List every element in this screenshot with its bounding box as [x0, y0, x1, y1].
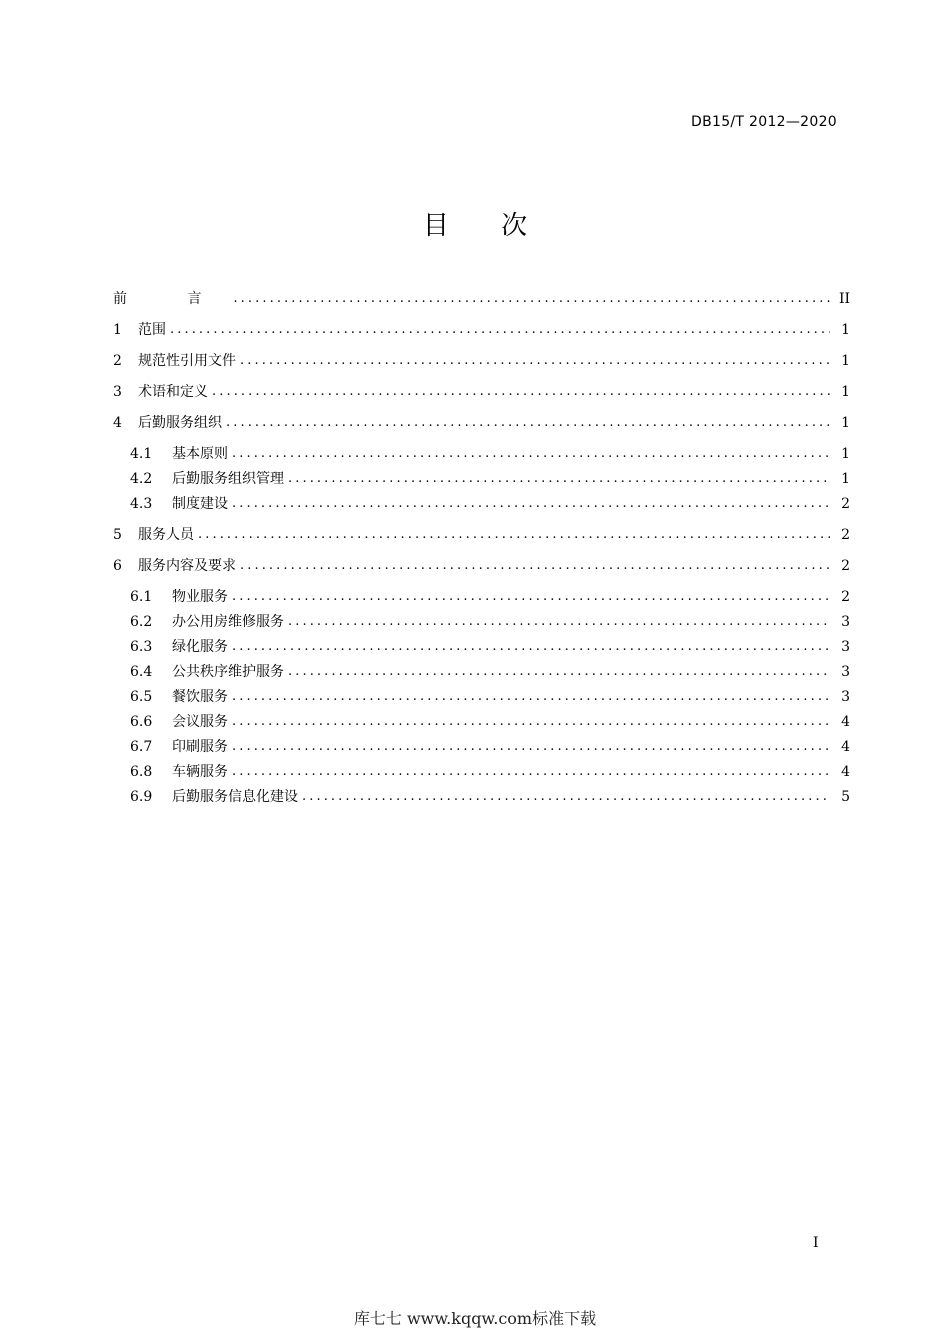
toc-entry-page: 1 [841, 446, 850, 462]
toc-entry-label: 车辆服务 [172, 764, 228, 780]
toc-entry-label: 服务内容及要求 [138, 558, 236, 574]
toc-entry-label: 物业服务 [172, 589, 228, 605]
toc-entry-page: II [838, 291, 850, 307]
toc-entry-label: 后勤服务组织 [138, 415, 222, 431]
toc-entry-page: 4 [841, 714, 850, 730]
leader-dots [302, 786, 830, 808]
toc-subentry[interactable] [130, 736, 850, 758]
toc-subentry[interactable] [130, 443, 850, 465]
toc-entry-number: 5 [113, 527, 122, 543]
toc-entry-number: 4.1 [130, 446, 153, 462]
toc-subentry[interactable] [130, 611, 850, 633]
leader-dots [232, 493, 830, 515]
toc-entry-page: 3 [841, 689, 850, 705]
toc-entry-number: 6.2 [130, 614, 153, 630]
toc-entry-number: 4 [113, 415, 122, 431]
toc-entry-number: 6.6 [130, 714, 153, 730]
toc-entry[interactable] [113, 555, 850, 577]
toc-entry-foreword[interactable] [113, 288, 850, 310]
toc-entry-label: 规范性引用文件 [138, 353, 236, 369]
toc-entry-label: 后勤服务组织管理 [172, 471, 284, 487]
leader-dots [240, 555, 830, 577]
leader-dots [288, 661, 830, 683]
toc-entry-number: 6 [113, 558, 122, 574]
toc-subentry[interactable] [130, 711, 850, 733]
toc-entry-page: 1 [841, 353, 850, 369]
toc-entry[interactable] [113, 350, 850, 372]
toc-entry-page: 4 [841, 764, 850, 780]
toc-entry-number: 6.5 [130, 689, 153, 705]
toc-entry-number: 6.1 [130, 589, 153, 605]
toc-entry-number: 3 [113, 384, 122, 400]
leader-dots [288, 611, 830, 633]
toc-entry-label: 服务人员 [138, 527, 194, 543]
toc-entry[interactable] [113, 524, 850, 546]
toc-entry-label: 公共秩序维护服务 [172, 664, 284, 680]
footer-watermark: 库七七 www.kqqw.com标准下载 [353, 1309, 597, 1328]
leader-dots [288, 468, 830, 490]
toc-entry-page: 3 [841, 664, 850, 680]
page-title: 目 次 [422, 211, 550, 241]
leader-dots [232, 586, 830, 608]
toc-entry-label: 印刷服务 [172, 739, 228, 755]
toc-entry[interactable] [113, 319, 850, 341]
toc-subentry[interactable] [130, 468, 850, 490]
toc-entry-page: 5 [841, 789, 850, 805]
toc-entry-page: 2 [841, 527, 850, 543]
toc-entry-number: 6.4 [130, 664, 153, 680]
toc-entry-label: 会议服务 [172, 714, 228, 730]
toc-entry-page: 1 [841, 322, 850, 338]
toc-entry-number: 2 [113, 353, 122, 369]
toc-entry-label: 前 言 [113, 291, 230, 307]
toc-entry-page: 4 [841, 739, 850, 755]
toc-entry-number: 4.2 [130, 471, 153, 487]
leader-dots [240, 350, 830, 372]
toc-entry-number: 6.9 [130, 789, 153, 805]
toc-entry-label: 基本原则 [172, 446, 228, 462]
toc-entry-page: 2 [841, 558, 850, 574]
leader-dots [232, 443, 830, 465]
toc-entry-page: 3 [841, 614, 850, 630]
toc-entry-label: 后勤服务信息化建设 [172, 789, 298, 805]
toc-entry-number: 4.3 [130, 496, 153, 512]
page-number: I [813, 1235, 819, 1251]
toc-entry-label: 办公用房维修服务 [172, 614, 284, 630]
toc-subentry[interactable] [130, 661, 850, 683]
toc-entry-page: 1 [841, 471, 850, 487]
leader-dots [212, 381, 830, 403]
toc-entry-page: 1 [841, 415, 850, 431]
toc-entry-label: 术语和定义 [138, 384, 208, 400]
leader-dots [170, 319, 830, 341]
toc-subentry[interactable] [130, 761, 850, 783]
toc-entry-label: 范围 [138, 322, 166, 338]
toc-subentry[interactable] [130, 493, 850, 515]
leader-dots [232, 636, 830, 658]
leader-dots [232, 736, 830, 758]
toc-entry[interactable] [113, 381, 850, 403]
toc-entry-page: 1 [841, 384, 850, 400]
toc-entry-page: 2 [841, 496, 850, 512]
toc-entry[interactable] [113, 412, 850, 434]
toc-entry-number: 1 [113, 322, 122, 338]
leader-dots [232, 761, 830, 783]
toc-entry-page: 3 [841, 639, 850, 655]
leader-dots [232, 711, 830, 733]
standard-code: DB15/T 2012—2020 [691, 114, 837, 130]
leader-dots [232, 686, 830, 708]
leader-dots [226, 412, 830, 434]
toc-entry-number: 6.7 [130, 739, 153, 755]
toc-entry-label: 餐饮服务 [172, 689, 228, 705]
leader-dots [198, 524, 830, 546]
toc-entry-number: 6.8 [130, 764, 153, 780]
toc-entry-page: 2 [841, 589, 850, 605]
toc-subentry[interactable] [130, 586, 850, 608]
leader-dots [233, 288, 830, 310]
toc-entry-number: 6.3 [130, 639, 153, 655]
toc-entry-label: 制度建设 [172, 496, 228, 512]
toc-subentry[interactable] [130, 686, 850, 708]
toc-subentry[interactable] [130, 636, 850, 658]
toc-entry-label: 绿化服务 [172, 639, 228, 655]
toc-subentry[interactable] [130, 786, 850, 808]
